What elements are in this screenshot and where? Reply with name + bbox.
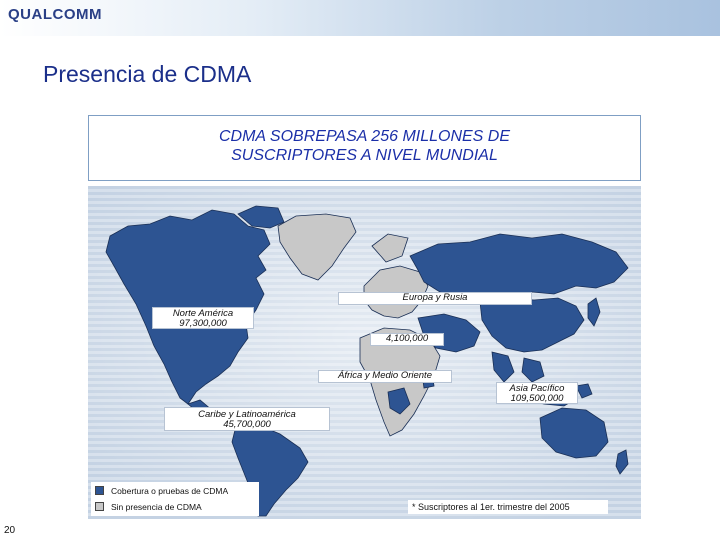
headline-banner (88, 115, 641, 181)
region-name: Asia Pacífico (509, 383, 565, 394)
region-label-africa (318, 370, 452, 383)
legend-label-no-cdma: Sin presencia de CDMA (111, 502, 202, 512)
headline-line-2: SUSCRIPTORES A NIVEL MUNDIAL (231, 147, 498, 164)
region-name: Norte América (172, 308, 234, 319)
region-value: 45,700,000 (223, 419, 271, 430)
world-map (88, 186, 641, 519)
region-label-europa (338, 292, 532, 305)
region-value: 97,300,000 (179, 318, 227, 329)
qualcomm-logo: QUALCOMM (8, 6, 102, 23)
region-name: Caribe y Latinoamérica (198, 409, 296, 420)
region-label-norte-america (152, 307, 254, 329)
legend-label-cdma: Cobertura o pruebas de CDMA (111, 486, 229, 496)
region-value: 109,500,000 (510, 393, 564, 404)
footnote: * Suscriptores al 1er. trimestre del 2005 (408, 500, 608, 514)
region-label-asia-pacifico (496, 382, 578, 404)
header-bar (0, 0, 720, 36)
region-label-caribe-latinoamerica (164, 407, 330, 431)
legend-swatch-no-cdma (95, 502, 104, 511)
region-label-europa-value (370, 333, 444, 346)
region-name: Europa y Rusia (402, 292, 468, 303)
page-number: 20 (4, 525, 16, 536)
headline-text (89, 127, 640, 165)
headline-line-1: CDMA SOBREPASA 256 MILLONES DE (218, 128, 511, 145)
map-legend (91, 482, 259, 516)
region-value: 4,100,000 (385, 333, 429, 344)
slide-title: Presencia de CDMA (43, 61, 252, 87)
region-name: África y Medio Oriente (338, 370, 432, 381)
legend-swatch-cdma (95, 486, 104, 495)
